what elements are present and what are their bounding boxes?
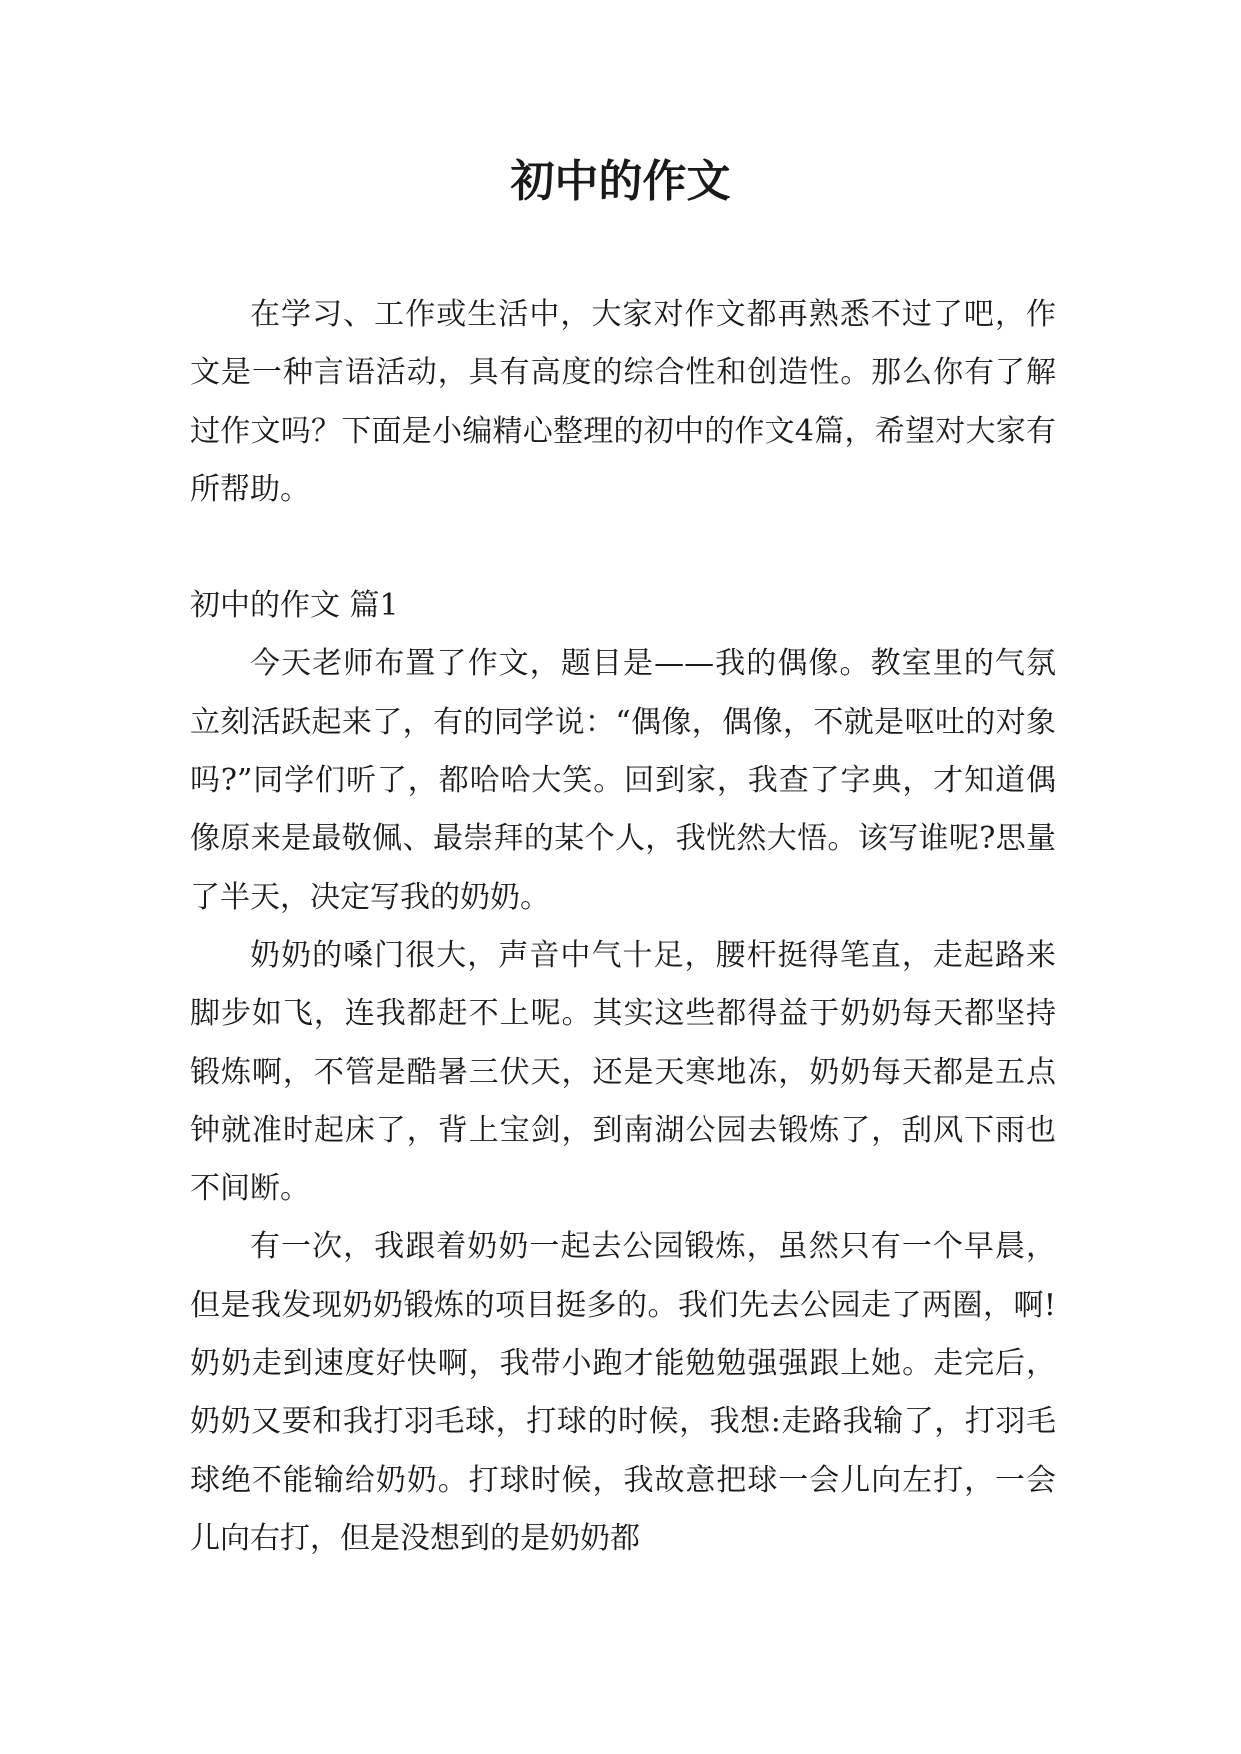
section-heading: 初中的作文 篇1 (190, 588, 399, 624)
intro-paragraph: 在学习、工作或生活中，大家对作文都再熟悉不过了吧，作文是一种言语活动，具有高度的综合性和创造性。那么你有了解过作文吗？下面是小编精心整理的初中的作文4篇，希望对大家有所帮助。 (190, 297, 1056, 507)
body-paragraph-3: 有一次，我跟着奶奶一起去公园锻炼，虽然只有一个早晨，但是我发现奶奶锻炼的项目挺多的。我们先去公园走了两圈，啊!奶奶走到速度好快啊，我带小跑才能勉勉强强跟上她。走完后，奶奶又要和我打羽毛球，打球的时候，我想:走路我输了，打羽毛球绝不能输给奶奶。打球时候，我故意把球一会儿向左打，一会儿向右打，但是没想到的是奶奶都 (190, 1229, 1056, 1556)
body-paragraph-2: 奶奶的嗓门很大，声音中气十足，腰杆挺得笔直，走起路来脚步如飞，连我都赶不上呢。其实这些都得益于奶奶每天都坚持锻炼啊，不管是酷暑三伏天，还是天寒地冻，奶奶每天都是五点钟就准时起床了，背上宝剑，到南湖公园去锻炼了，刮风下雨也不间断。 (190, 937, 1056, 1207)
document-title: 初中的作文 (510, 156, 731, 207)
document-body (190, 286, 1056, 1568)
body-paragraph-1: 今天老师布置了作文，题目是——我的偶像。教室里的气氛立刻活跃起来了，有的同学说：“偶像，偶像，不就是呕吐的对象吗?”同学们听了，都哈哈大笑。回到家，我查了字典，才知道偶像原来是最敬佩、最崇拜的某个人，我恍然大悟。该写谁呢?思量了半天，决定写我的奶奶。 (190, 646, 1056, 915)
